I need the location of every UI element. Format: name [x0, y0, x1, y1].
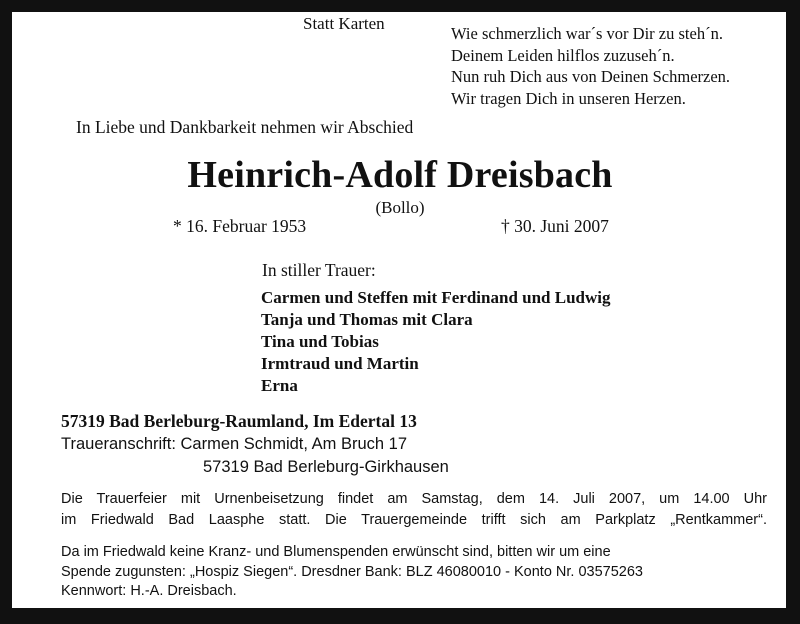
- ceremony-text: [61, 489, 767, 531]
- ceremony-line: Die Trauerfeier mit Urnenbeisetzung findet am Samstag, dem 14. Juli 2007, um 14.00 Uhr: [61, 491, 767, 507]
- statt-karten-label: Statt Karten: [303, 14, 385, 33]
- home-address: 57319 Bad Berleburg-Raumland, Im Edertal 13: [61, 411, 417, 431]
- donation-line: Spende zugunsten: „Hospiz Siegen“. Dresdner Bank: BLZ 46080010 - Konto Nr. 03575263: [61, 563, 643, 580]
- deceased-nickname: (Bollo): [375, 198, 425, 217]
- trauer-address-line1: Traueranschrift: Carmen Schmidt, Am Bruch 17: [61, 435, 408, 453]
- death-date: † 30. Juni 2007: [501, 216, 609, 236]
- donation-line: Da im Friedwald keine Kranz- und Blumenspenden erwünscht sind, bitten wir um eine: [61, 544, 611, 560]
- birth-date: * 16. Februar 1953: [173, 216, 307, 236]
- ceremony-line: im Friedwald Bad Laasphe statt. Die Trauergemeinde trifft sich am Parkplatz „Rentkammer“.: [61, 512, 767, 528]
- mourning-label: In stiller Trauer:: [262, 260, 376, 280]
- family-member: Carmen und Steffen mit Ferdinand und Ludwig: [261, 288, 611, 307]
- family-member: Tina und Tobias: [261, 332, 379, 351]
- family-list: [261, 287, 611, 397]
- poem-line: Nun ruh Dich aus von Deinen Schmerzen.: [451, 67, 731, 86]
- poem: [451, 23, 730, 109]
- trauer-address-line2: 57319 Bad Berleburg-Girkhausen: [203, 458, 449, 476]
- donation-text: [61, 543, 767, 602]
- farewell-intro: In Liebe und Dankbarkeit nehmen wir Abschied: [76, 117, 414, 137]
- poem-line: Wie schmerzlich war´s vor Dir zu steh´n.: [451, 24, 723, 43]
- family-member: Irmtraud und Martin: [261, 354, 419, 373]
- donation-line: Kennwort: H.-A. Dreisbach.: [61, 583, 237, 599]
- family-member: Tanja und Thomas mit Clara: [261, 310, 473, 329]
- poem-line: Deinem Leiden hilflos zuzuseh´n.: [451, 45, 675, 65]
- poem-line: Wir tragen Dich in unseren Herzen.: [451, 88, 686, 108]
- deceased-name: Heinrich-Adolf Dreisbach: [187, 154, 613, 196]
- family-member: Erna: [261, 376, 298, 395]
